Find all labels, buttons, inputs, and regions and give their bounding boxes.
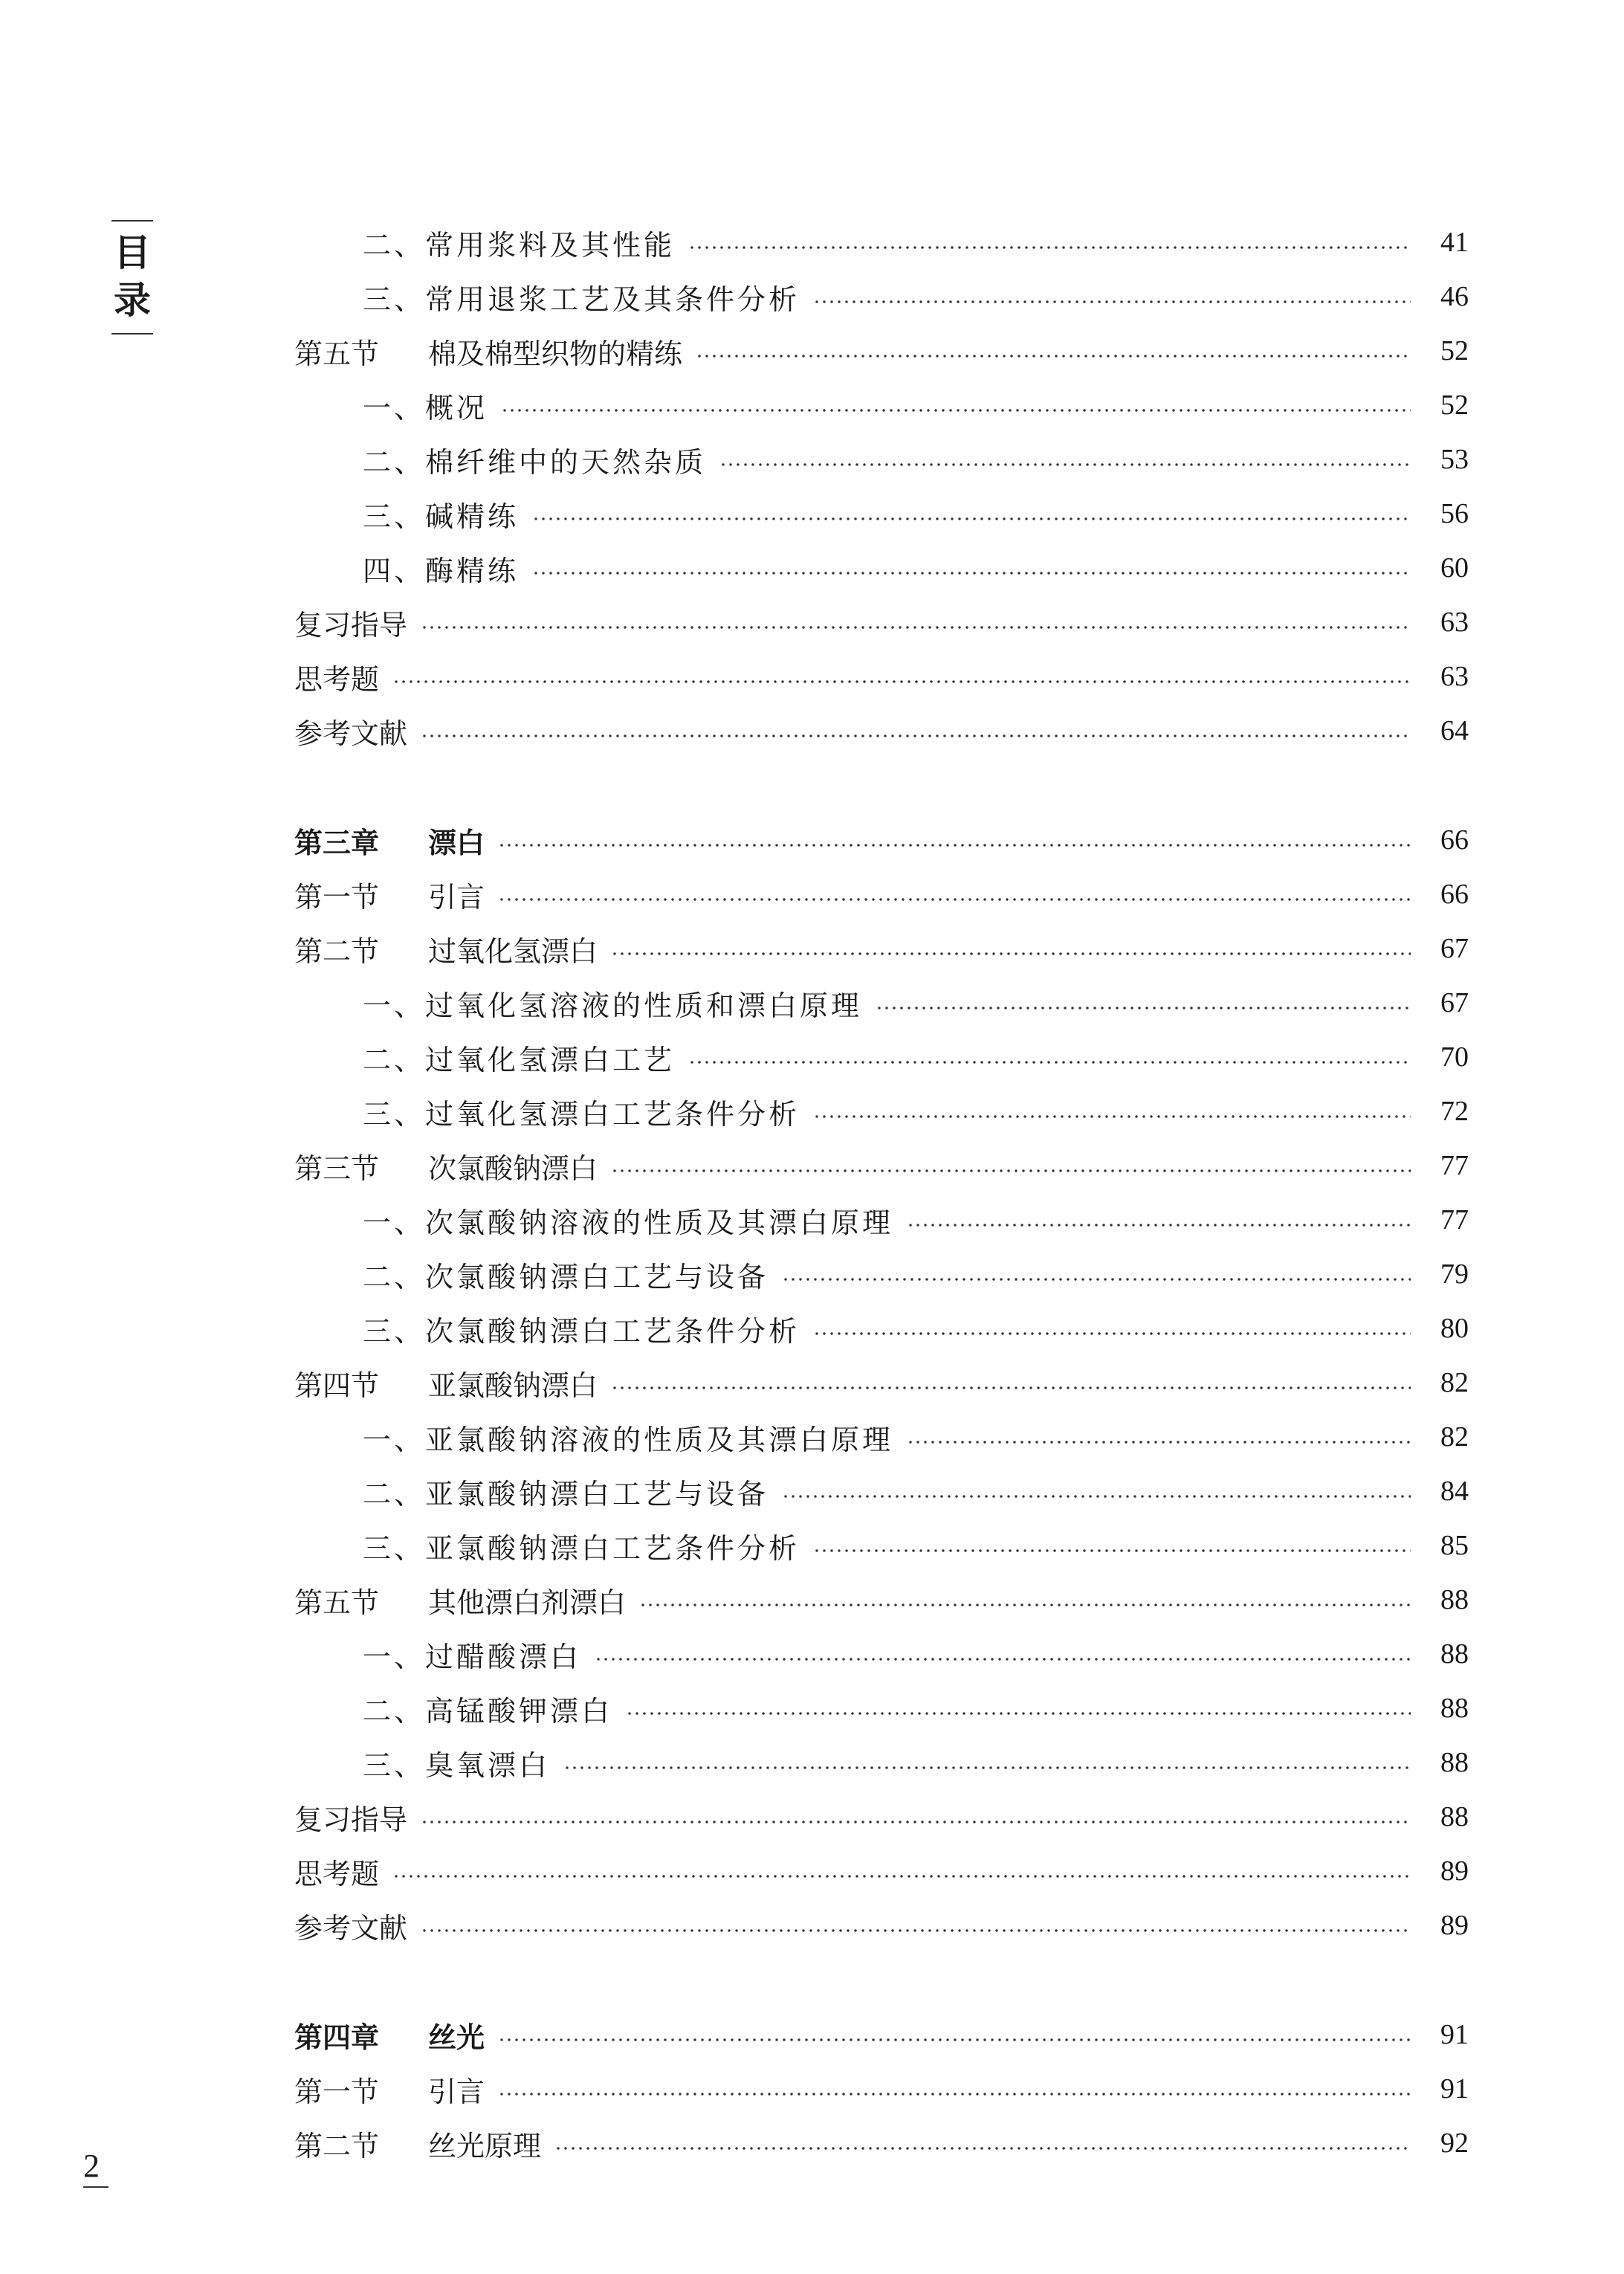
toc-entry-title: 四、酶精练 (363, 554, 520, 587)
toc-entry-page: 63 (1440, 661, 1469, 692)
toc-chapter[interactable] (294, 813, 1469, 867)
leader-dots (907, 1441, 1411, 1444)
toc-entry[interactable] (294, 595, 1469, 649)
toc-entry[interactable] (294, 1736, 1469, 1789)
toc-entry-title: 复习指导 (294, 608, 408, 642)
leader-dots (611, 1169, 1411, 1172)
leader-dots (611, 1386, 1411, 1389)
toc-entry[interactable] (294, 1302, 1469, 1355)
toc-entry-page: 79 (1440, 1259, 1469, 1290)
toc-entry-page: 88 (1440, 1801, 1469, 1832)
leader-dots (626, 1712, 1411, 1715)
toc-entry-page: 92 (1440, 2128, 1469, 2159)
leader-dots (696, 355, 1411, 358)
section-number: 第五节 (294, 1586, 380, 1619)
toc-entry-title (294, 331, 696, 372)
toc-entry-title: 一、亚氯酸钠溶液的性质及其漂白原理 (363, 1423, 894, 1456)
toc-entry-page: 89 (1440, 1855, 1469, 1887)
toc-entry-page: 77 (1440, 1150, 1469, 1181)
leader-dots (813, 1332, 1411, 1335)
section-title: 过氧化氢漂白 (428, 934, 598, 968)
toc-section[interactable] (294, 2062, 1469, 2116)
toc-entry[interactable] (294, 1790, 1469, 1844)
toc-section[interactable] (294, 868, 1469, 921)
toc-entry-page: 80 (1440, 1313, 1469, 1344)
leader-dots (813, 1549, 1411, 1552)
toc-entry[interactable] (294, 976, 1469, 1030)
toc-entry-page: 91 (1440, 2073, 1469, 2105)
section-number: 第二节 (294, 934, 380, 968)
leader-dots (782, 1495, 1411, 1498)
toc-entry-title: 三、碱精练 (363, 500, 520, 533)
toc-entry-page: 70 (1440, 1041, 1469, 1073)
leader-dots (498, 2038, 1411, 2041)
toc-section[interactable] (294, 2116, 1469, 2170)
leader-dots (639, 1603, 1411, 1606)
leader-dots (421, 1929, 1411, 1932)
section-title: 引言 (428, 880, 485, 914)
toc-entry-page: 88 (1440, 1747, 1469, 1778)
toc-entry-page: 60 (1440, 552, 1469, 584)
toc-entry-page: 89 (1440, 1910, 1469, 1941)
toc-entry-page: 63 (1440, 607, 1469, 638)
page-number-text: 2 (83, 2148, 100, 2184)
toc-entry-page: 67 (1440, 987, 1469, 1018)
toc-entry[interactable] (294, 1519, 1469, 1572)
toc-entry[interactable] (294, 1627, 1469, 1681)
toc-entry[interactable] (294, 541, 1469, 595)
section-number: 第五节 (294, 337, 380, 370)
toc-entry-title: 三、过氧化氢漂白工艺条件分析 (363, 1097, 800, 1131)
toc-entry-page: 52 (1440, 335, 1469, 366)
toc-entry-title (294, 2123, 554, 2164)
leader-dots (421, 626, 1411, 629)
toc-entry-title (294, 1363, 611, 1404)
toc-entry[interactable] (294, 433, 1469, 486)
leader-dots (595, 1658, 1411, 1661)
leader-dots (421, 1821, 1411, 1824)
toc-entry[interactable] (294, 1193, 1469, 1247)
section-title: 棉及棉型织物的精练 (428, 337, 683, 370)
leader-dots (554, 2147, 1411, 2150)
toc-section[interactable] (294, 922, 1469, 975)
leader-dots (782, 1278, 1411, 1281)
toc-entry-title: 一、次氯酸钠溶液的性质及其漂白原理 (363, 1206, 894, 1239)
toc-entry[interactable] (294, 1899, 1469, 1952)
toc-entry[interactable] (294, 378, 1469, 432)
leader-dots (563, 1766, 1411, 1769)
title-char-1: 目 (114, 231, 151, 274)
leader-dots (501, 409, 1411, 412)
title-bottom-rule (111, 333, 153, 335)
toc-entry-title (294, 874, 498, 915)
toc-entry-title: 二、亚氯酸钠漂白工艺与设备 (363, 1477, 769, 1511)
toc-entry[interactable] (294, 1247, 1469, 1301)
toc-entry-page: 66 (1440, 879, 1469, 910)
toc-entry-page: 84 (1440, 1476, 1469, 1507)
toc-entry[interactable] (294, 1410, 1469, 1464)
chapter-number: 第三章 (294, 825, 380, 859)
toc-entry-page: 85 (1440, 1530, 1469, 1561)
toc-section[interactable] (294, 1139, 1469, 1192)
leader-dots (688, 246, 1411, 249)
leader-dots (719, 463, 1411, 466)
leader-dots (498, 844, 1411, 847)
toc-entry-page: 82 (1440, 1367, 1469, 1398)
toc-entry-title: 参考文献 (294, 1911, 408, 1945)
toc-entry-title (294, 928, 611, 969)
toc-entry-title (294, 2069, 498, 2110)
toc-entry[interactable] (294, 1030, 1469, 1084)
toc-entry-title: 一、过氧化氢溶液的性质和漂白原理 (363, 989, 863, 1022)
toc-entry-title (294, 1146, 611, 1186)
chapter-title: 丝光 (428, 2020, 485, 2054)
page-number (83, 2147, 109, 2188)
chapter-title: 漂白 (428, 825, 485, 859)
toc-entry-title: 思考题 (294, 1857, 380, 1890)
section-title: 引言 (428, 2075, 485, 2108)
leader-dots (876, 1007, 1411, 1010)
section-number: 第三节 (294, 1151, 380, 1185)
section-title: 丝光原理 (428, 2129, 542, 2162)
toc-entry[interactable] (294, 270, 1469, 323)
toc-entry-page: 64 (1440, 715, 1469, 746)
toc-entry-title: 二、棉纤维中的天然杂质 (363, 445, 707, 479)
leader-dots (688, 1061, 1411, 1064)
toc-entry[interactable] (294, 1844, 1469, 1898)
section-number: 第四节 (294, 1369, 380, 1402)
leader-dots (532, 517, 1411, 520)
toc-entry-title: 一、概况 (363, 391, 488, 424)
toc-entry-title: 二、高锰酸钾漂白 (363, 1694, 613, 1728)
toc-entry-title: 思考题 (294, 662, 380, 696)
section-title: 次氯酸钠漂白 (428, 1151, 598, 1185)
section-number: 第一节 (294, 880, 380, 914)
toc-entry-page: 88 (1440, 1693, 1469, 1724)
toc-section[interactable] (294, 324, 1469, 378)
toc-entry[interactable] (294, 216, 1469, 269)
toc-entry-title: 三、常用退浆工艺及其条件分析 (363, 282, 800, 316)
chapter-number: 第四章 (294, 2020, 380, 2054)
leader-dots (498, 2093, 1411, 2096)
leader-dots (611, 952, 1411, 955)
toc-chapter[interactable] (294, 2008, 1469, 2061)
toc-entry-page: 66 (1440, 824, 1469, 856)
leader-dots (813, 300, 1411, 303)
toc-entry-title: 二、过氧化氢漂白工艺 (363, 1043, 676, 1076)
toc-entry-page: 53 (1440, 444, 1469, 475)
toc-section[interactable] (294, 1356, 1469, 1409)
toc-entry-title: 一、过醋酸漂白 (363, 1640, 582, 1673)
toc-entry-page: 46 (1440, 281, 1469, 312)
leader-dots (421, 734, 1411, 737)
toc-section[interactable] (294, 1573, 1469, 1627)
toc-entry-title: 二、次氯酸钠漂白工艺与设备 (363, 1260, 769, 1293)
toc-entry[interactable] (294, 650, 1469, 703)
toc-entry-title (294, 820, 498, 861)
toc-entry[interactable] (294, 1464, 1469, 1518)
page-number-underline (83, 2186, 109, 2188)
toc-entry-page: 52 (1440, 390, 1469, 421)
toc-entry-title: 三、臭氧漂白 (363, 1748, 551, 1782)
leader-dots (532, 572, 1411, 575)
toc-side-title (111, 220, 156, 335)
toc-entry-title: 二、常用浆料及其性能 (363, 228, 676, 262)
toc-entry[interactable] (294, 1085, 1469, 1138)
title-char-2: 录 (114, 279, 151, 322)
toc-entry-title (294, 2015, 498, 2055)
leader-dots (392, 680, 1411, 683)
leader-dots (498, 898, 1411, 901)
toc-entry-page: 77 (1440, 1204, 1469, 1235)
toc-entry-title: 复习指导 (294, 1803, 408, 1836)
toc-entry-page: 91 (1440, 2019, 1469, 2050)
section-title: 亚氯酸钠漂白 (428, 1369, 598, 1402)
section-number: 第二节 (294, 2129, 380, 2162)
toc-entry-title: 参考文献 (294, 717, 408, 750)
toc-entry-page: 88 (1440, 1584, 1469, 1615)
toc-entry-page: 82 (1440, 1421, 1469, 1453)
section-number: 第一节 (294, 2075, 380, 2108)
toc-entry-title: 三、亚氯酸钠漂白工艺条件分析 (363, 1531, 800, 1565)
section-title: 其他漂白剂漂白 (428, 1586, 627, 1619)
toc-entry-title: 三、次氯酸钠漂白工艺条件分析 (363, 1314, 800, 1348)
toc-entry-title (294, 1580, 639, 1621)
toc-entry-page: 67 (1440, 933, 1469, 964)
toc-entry[interactable] (294, 1682, 1469, 1735)
toc-entry-page: 72 (1440, 1096, 1469, 1127)
toc-entry-page: 56 (1440, 498, 1469, 529)
toc-entry[interactable] (294, 704, 1469, 758)
leader-dots (813, 1115, 1411, 1118)
leader-dots (907, 1224, 1411, 1227)
leader-dots (392, 1875, 1411, 1878)
toc-entry[interactable] (294, 487, 1469, 540)
toc-entry-page: 88 (1440, 1638, 1469, 1670)
toc-entry-page: 41 (1440, 227, 1469, 258)
